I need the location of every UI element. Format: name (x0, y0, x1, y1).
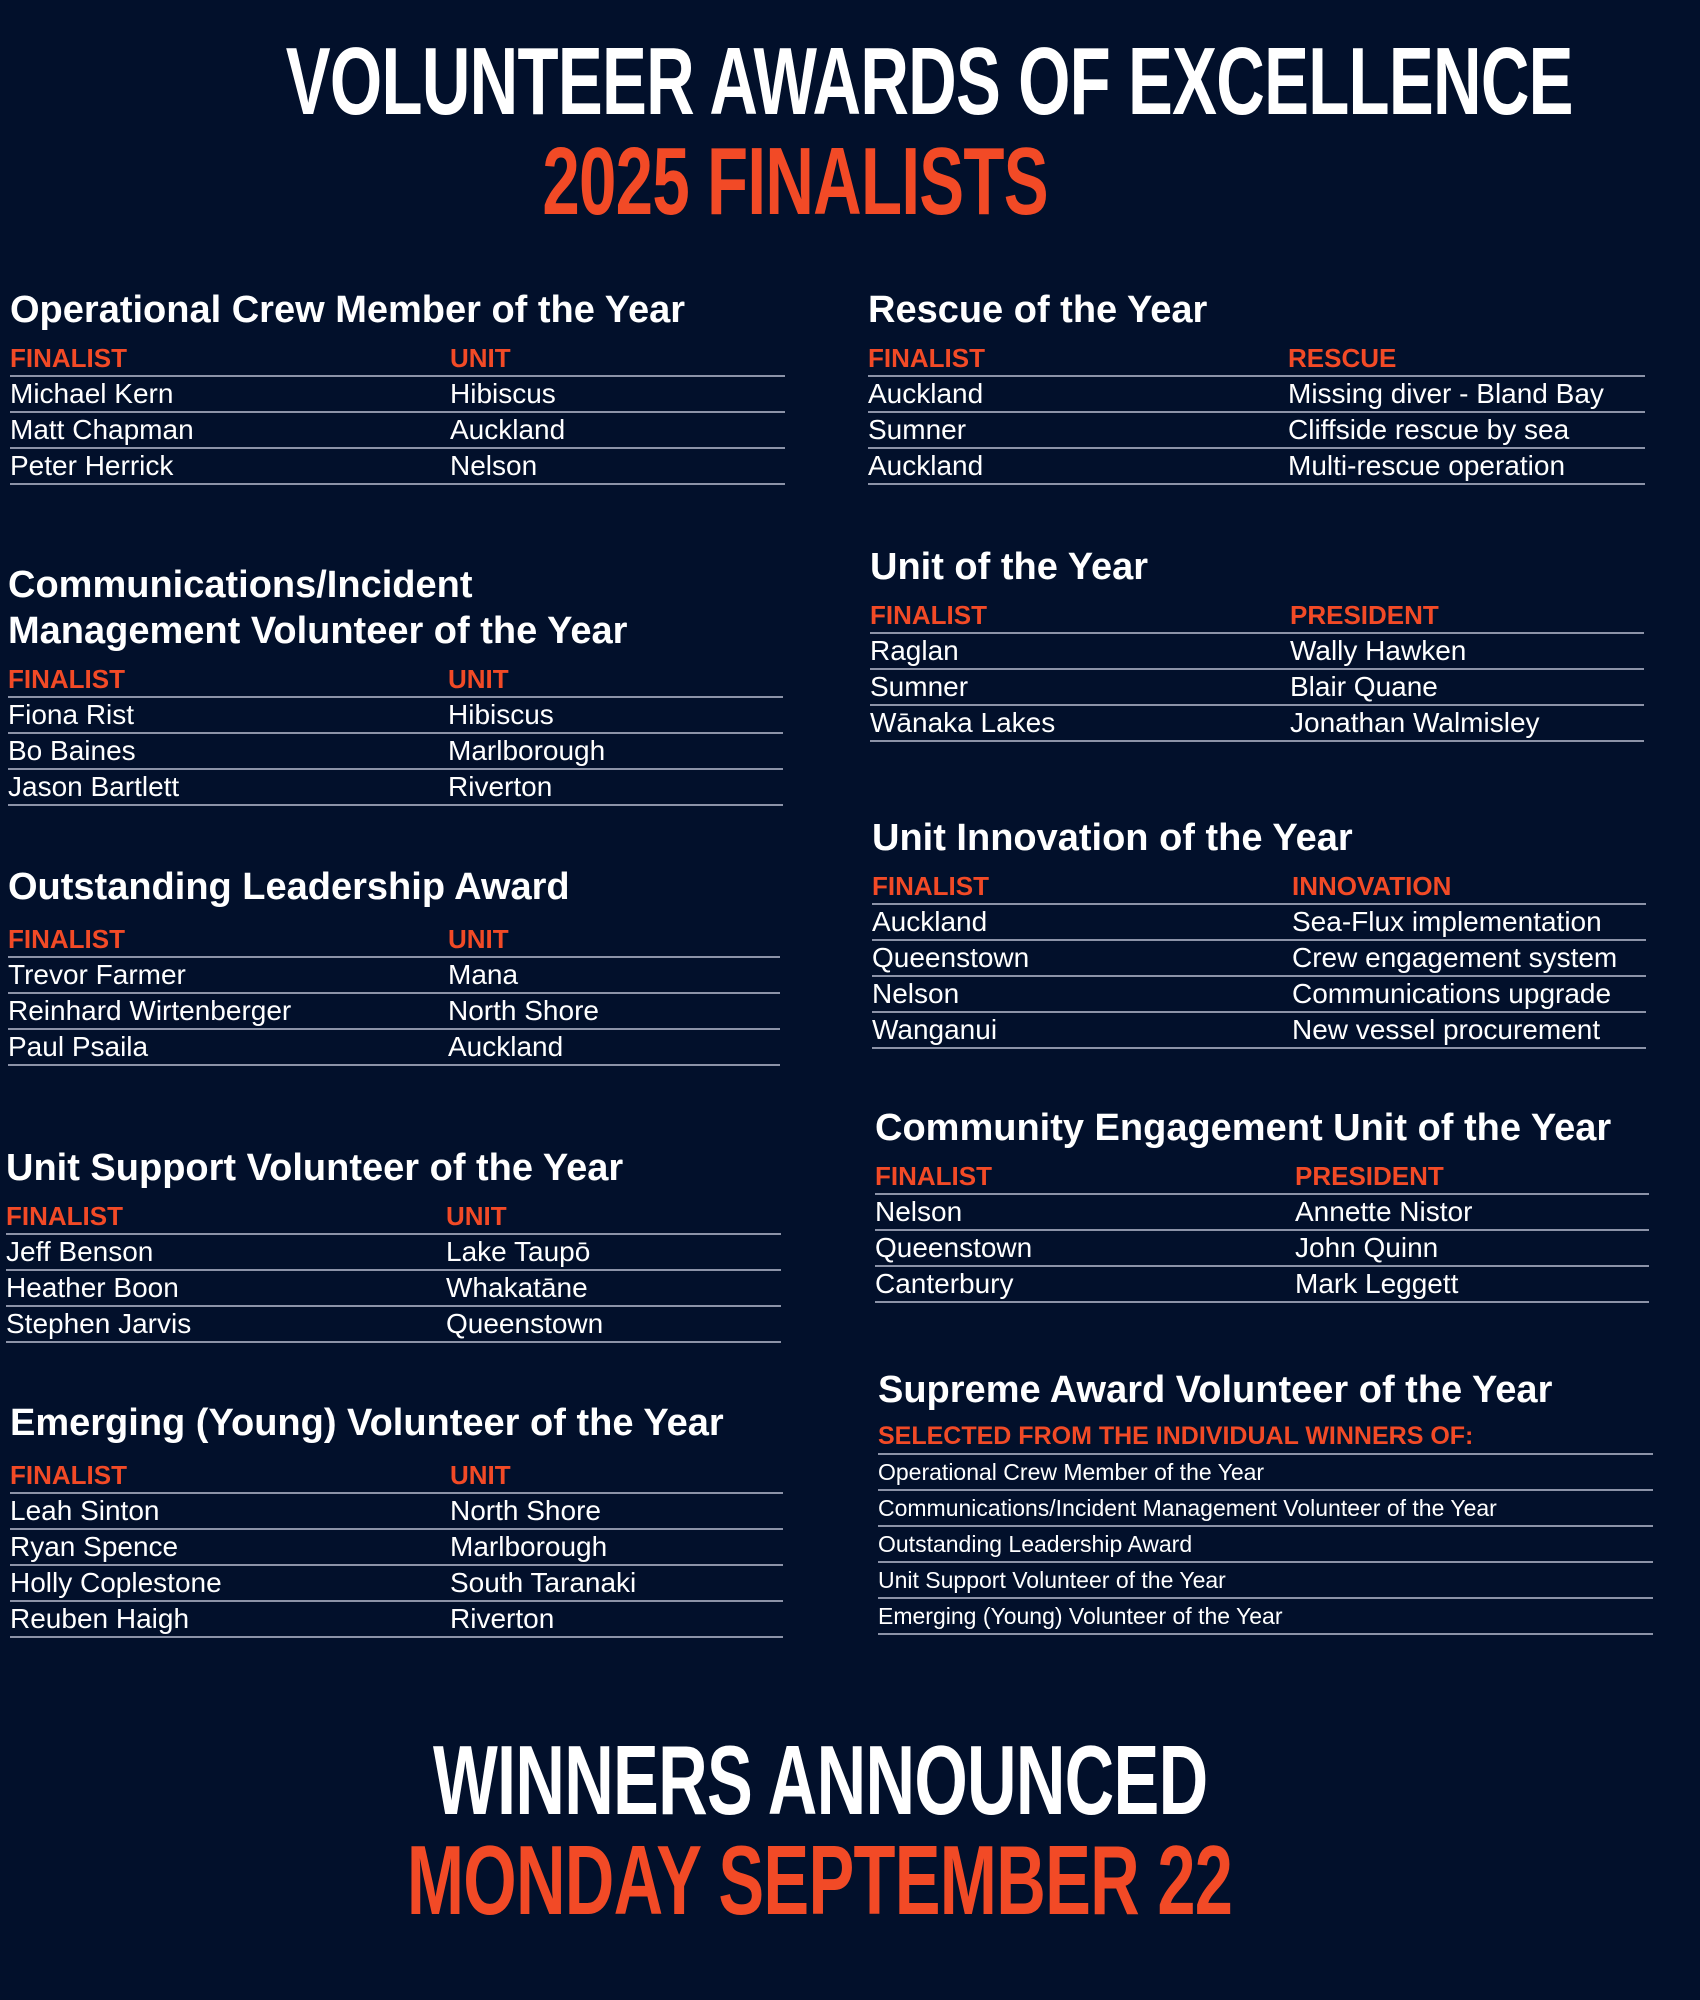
table-row (8, 958, 780, 994)
finalist-unit: Riverton (448, 771, 553, 802)
column-header-innovation: INNOVATION (1292, 871, 1452, 901)
list-item (878, 1527, 1653, 1563)
section-unit-innovation (872, 815, 1646, 1049)
finalist-unit: Lake Taupō (446, 1236, 591, 1267)
finalist-unit: North Shore (448, 995, 599, 1026)
table-row (872, 905, 1646, 941)
award-name: Unit Support Volunteer of the Year (878, 1567, 1226, 1593)
finalist-name: Reuben Haigh (10, 1603, 190, 1634)
table-header (10, 1458, 783, 1494)
section-title: Supreme Award Volunteer of the Year (878, 1369, 1553, 1411)
finalist-name: Trevor Farmer (8, 959, 186, 990)
award-name: Emerging (Young) Volunteer of the Year (878, 1603, 1283, 1629)
finalist-unit: Whakatāne (446, 1272, 588, 1303)
section-community-engagement (875, 1105, 1649, 1303)
section-title: Rescue of the Year (868, 289, 1208, 331)
table-header (870, 598, 1644, 634)
table-row (8, 698, 783, 734)
section-unit-of-the-year (870, 544, 1644, 742)
page-title: VOLUNTEER AWARDS OF EXCELLENCE (285, 28, 1573, 135)
table-row (870, 634, 1644, 670)
table-row (872, 977, 1646, 1013)
finalist-name: Ryan Spence (10, 1531, 179, 1562)
column-header-finalist: FINALIST (875, 1161, 992, 1191)
rescue-description: Cliffside rescue by sea (1288, 414, 1570, 445)
column-header-unit: UNIT (446, 1201, 507, 1231)
section-emerging (10, 1400, 783, 1638)
table-row (8, 994, 780, 1030)
president-name: Blair Quane (1290, 671, 1438, 702)
finalist-name: Michael Kern (10, 378, 174, 409)
table-row (870, 706, 1644, 742)
section-communications (8, 562, 783, 806)
section-supreme-award (878, 1367, 1653, 1635)
table-header (868, 341, 1645, 377)
table-row (10, 377, 785, 413)
list-item (878, 1563, 1653, 1599)
list-item (878, 1491, 1653, 1527)
finalist-unit: Hibiscus (450, 378, 556, 409)
table-row (10, 413, 785, 449)
column-header-finalist: FINALIST (10, 343, 127, 373)
section-title-line1: Communications/Incident (8, 564, 473, 606)
table-row (6, 1235, 781, 1271)
table-row (8, 770, 783, 806)
finalist-name: Queenstown (872, 942, 1030, 973)
section-title: Unit of the Year (870, 546, 1149, 588)
table-row (875, 1267, 1649, 1303)
finalist-name: Sumner (868, 414, 967, 445)
finalist-unit: Riverton (450, 1603, 555, 1634)
table-row (868, 449, 1645, 485)
award-name: Communications/Incident Management Volunteer of the Year (878, 1495, 1497, 1521)
rescue-description: Missing diver - Bland Bay (1288, 378, 1604, 409)
finalist-unit: South Taranaki (450, 1567, 637, 1598)
table-header (6, 1199, 781, 1235)
finalist-name: Canterbury (875, 1268, 1014, 1299)
column-header-rescue: RESCUE (1288, 343, 1397, 373)
finalist-name: Auckland (872, 906, 988, 937)
section-title: Outstanding Leadership Award (8, 866, 570, 908)
award-name: Operational Crew Member of the Year (878, 1459, 1265, 1485)
section-unit-support (6, 1145, 781, 1343)
finalist-name: Auckland (868, 378, 984, 409)
finalist-name: Wānaka Lakes (870, 707, 1056, 738)
finalists-table (10, 1458, 783, 1638)
finalists-table (6, 1199, 781, 1343)
finalists-table (8, 922, 780, 1066)
finalists-table (8, 662, 783, 806)
finalist-name: Auckland (868, 450, 984, 481)
rescue-description: Multi-rescue operation (1288, 450, 1566, 481)
section-rescue (868, 287, 1645, 485)
column-header-finalist: FINALIST (868, 343, 985, 373)
finalist-unit: Marlborough (448, 735, 606, 766)
list-subheading (878, 1419, 1653, 1455)
finalist-name: Holly Coplestone (10, 1567, 222, 1598)
finalist-unit: North Shore (450, 1495, 601, 1526)
announcement-date: MONDAY SEPTEMBER 22 (407, 1825, 1233, 1935)
finalist-name: Stephen Jarvis (6, 1308, 192, 1339)
table-row (872, 941, 1646, 977)
table-header (8, 662, 783, 698)
finalists-table (870, 598, 1644, 742)
section-leadership (8, 864, 780, 1066)
table-row (6, 1271, 781, 1307)
finalist-name: Jeff Benson (6, 1236, 154, 1267)
table-header (10, 341, 785, 377)
section-title-line2: Management Volunteer of the Year (8, 610, 628, 652)
president-name: Mark Leggett (1295, 1268, 1459, 1299)
table-header (875, 1159, 1649, 1195)
finalist-name: Bo Baines (8, 735, 136, 766)
column-header-finalist: FINALIST (8, 924, 125, 954)
president-name: Wally Hawken (1290, 635, 1467, 666)
page-subtitle: 2025 FINALISTS (542, 128, 1048, 235)
column-header-president: PRESIDENT (1290, 600, 1439, 630)
table-row (872, 1013, 1646, 1049)
table-row (8, 734, 783, 770)
column-header-unit: UNIT (448, 924, 509, 954)
table-header (8, 922, 780, 958)
table-row (875, 1195, 1649, 1231)
finalist-unit: Nelson (450, 450, 538, 481)
column-header-finalist: FINALIST (870, 600, 987, 630)
innovation-description: Communications upgrade (1292, 978, 1612, 1009)
column-header-unit: UNIT (448, 664, 509, 694)
table-row (870, 670, 1644, 706)
section-title: Emerging (Young) Volunteer of the Year (10, 1402, 724, 1444)
finalist-unit: Auckland (448, 1031, 564, 1062)
section-title: Operational Crew Member of the Year (10, 289, 686, 331)
finalist-name: Wanganui (872, 1014, 998, 1045)
finalist-name: Leah Sinton (10, 1495, 160, 1526)
page-header (0, 28, 1700, 235)
section-operational-crew (10, 287, 785, 485)
section-title: Unit Support Volunteer of the Year (6, 1147, 624, 1189)
table-row (868, 413, 1645, 449)
table-header (872, 869, 1646, 905)
list-item (878, 1455, 1653, 1491)
column-header-finalist: FINALIST (872, 871, 989, 901)
finalist-name: Fiona Rist (8, 699, 135, 730)
president-name: Annette Nistor (1295, 1196, 1473, 1227)
list-item (878, 1599, 1653, 1635)
column-header-finalist: FINALIST (6, 1201, 123, 1231)
table-row (8, 1030, 780, 1066)
column-header-unit: UNIT (450, 343, 511, 373)
announcement-footer (0, 1725, 1700, 1935)
table-row (10, 449, 785, 485)
finalists-table (872, 869, 1646, 1049)
column-header-finalist: FINALIST (8, 664, 125, 694)
president-name: Jonathan Walmisley (1290, 707, 1540, 738)
finalist-unit: Hibiscus (448, 699, 554, 730)
finalist-unit: Auckland (450, 414, 566, 445)
innovation-description: New vessel procurement (1292, 1014, 1601, 1045)
table-row (10, 1602, 783, 1638)
table-row (875, 1231, 1649, 1267)
finalists-table (868, 341, 1645, 485)
subheading-text: SELECTED FROM THE INDIVIDUAL WINNERS OF: (878, 1422, 1474, 1450)
table-row (6, 1307, 781, 1343)
column-header-unit: UNIT (450, 1460, 511, 1490)
table-row (10, 1494, 783, 1530)
finalist-name: Sumner (870, 671, 969, 702)
president-name: John Quinn (1295, 1232, 1439, 1263)
finalists-table (875, 1159, 1649, 1303)
eligible-awards-list (878, 1419, 1653, 1635)
finalist-name: Raglan (870, 635, 959, 666)
finalist-name: Paul Psaila (8, 1031, 149, 1062)
finalist-unit: Marlborough (450, 1531, 608, 1562)
innovation-description: Crew engagement system (1292, 942, 1618, 973)
finalist-name: Nelson (872, 978, 960, 1009)
column-header-president: PRESIDENT (1295, 1161, 1444, 1191)
finalist-name: Jason Bartlett (8, 771, 180, 802)
award-name: Outstanding Leadership Award (878, 1531, 1193, 1557)
finalist-name: Queenstown (875, 1232, 1033, 1263)
finalists-table (10, 341, 785, 485)
section-title: Unit Innovation of the Year (872, 817, 1353, 859)
section-title: Community Engagement Unit of the Year (875, 1107, 1612, 1149)
table-row (10, 1530, 783, 1566)
finalist-name: Nelson (875, 1196, 963, 1227)
table-row (10, 1566, 783, 1602)
finalist-name: Heather Boon (6, 1272, 179, 1303)
innovation-description: Sea-Flux implementation (1292, 906, 1602, 937)
table-row (868, 377, 1645, 413)
finalist-unit: Queenstown (446, 1308, 604, 1339)
finalist-name: Reinhard Wirtenberger (8, 995, 292, 1026)
finalist-name: Matt Chapman (10, 414, 194, 445)
finalist-name: Peter Herrick (10, 450, 174, 481)
column-header-finalist: FINALIST (10, 1460, 127, 1490)
finalist-unit: Mana (448, 959, 519, 990)
announcement-heading: WINNERS ANNOUNCED (432, 1725, 1208, 1835)
